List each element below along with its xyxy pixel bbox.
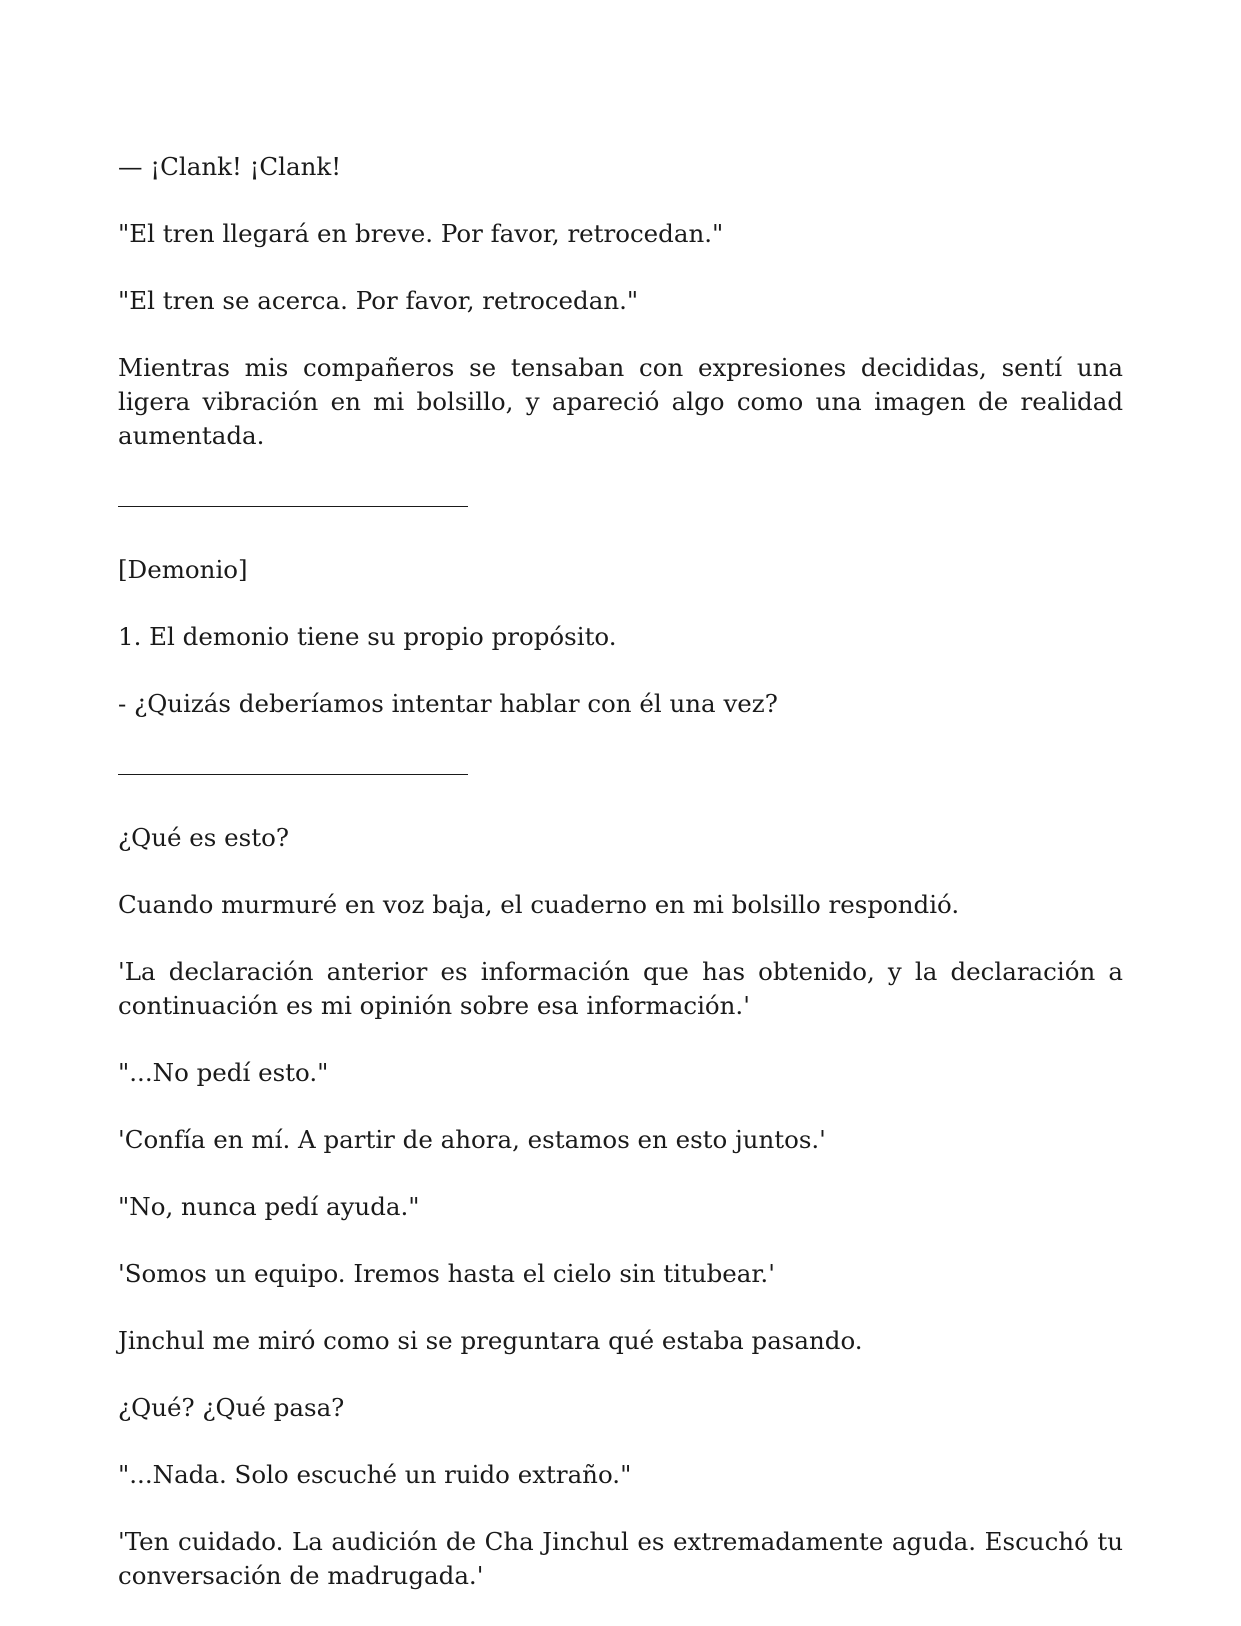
paragraph-nothing: "...Nada. Solo escuché un ruido extraño.": [118, 1460, 632, 1489]
paragraph-demon-suggestion: - ¿Quizás deberíamos intentar hablar con él una vez?: [118, 689, 778, 718]
separator-line-top: [118, 486, 1123, 520]
paragraph-demon-purpose: 1. El demonio tiene su propio propósito.: [118, 622, 617, 651]
paragraph-demon-heading: [Demonio]: [118, 555, 248, 584]
paragraph-team: 'Somos un equipo. Iremos hasta el cielo sin titubear.': [118, 1259, 775, 1288]
separator-line-bottom: [118, 754, 1123, 788]
paragraph-trust-me: 'Confía en mí. A partir de ahora, estamos en esto juntos.': [118, 1125, 826, 1154]
paragraph-be-careful: 'Ten cuidado. La audición de Cha Jinchul es extremadamente aguda. Escuchó tu conversación de madrugada.': [118, 1527, 1123, 1590]
paragraph-train-approaching: "El tren se acerca. Por favor, retrocedan.": [118, 286, 639, 315]
paragraph-notebook-answered: Cuando murmuré en voz baja, el cuaderno en mi bolsillo respondió.: [118, 890, 960, 919]
paragraph-jinchul-looked: Jinchul me miró como si se preguntara qué estaba pasando.: [118, 1326, 863, 1355]
paragraph-clank: — ¡Clank! ¡Clank!: [118, 152, 342, 181]
paragraph-declaration: 'La declaración anterior es información que has obtenido, y la declaración a continuación es mi opinión sobre esa información.': [118, 957, 1123, 1020]
paragraph-what-is-this: ¿Qué es esto?: [118, 823, 289, 852]
document-page: [118, 150, 1123, 1626]
paragraph-no-help: "No, nunca pedí ayuda.": [118, 1192, 420, 1221]
paragraph-vibration: Mientras mis compañeros se tensaban con expresiones decididas, sentí una ligera vibración en mi bolsillo, y apareció algo como una imagen de realidad aumentada.: [118, 353, 1123, 450]
paragraph-what-happens: ¿Qué? ¿Qué pasa?: [118, 1393, 345, 1422]
paragraph-didnt-ask: "...No pedí esto.": [118, 1058, 329, 1087]
paragraph-train-arriving: "El tren llegará en breve. Por favor, retrocedan.": [118, 219, 724, 248]
